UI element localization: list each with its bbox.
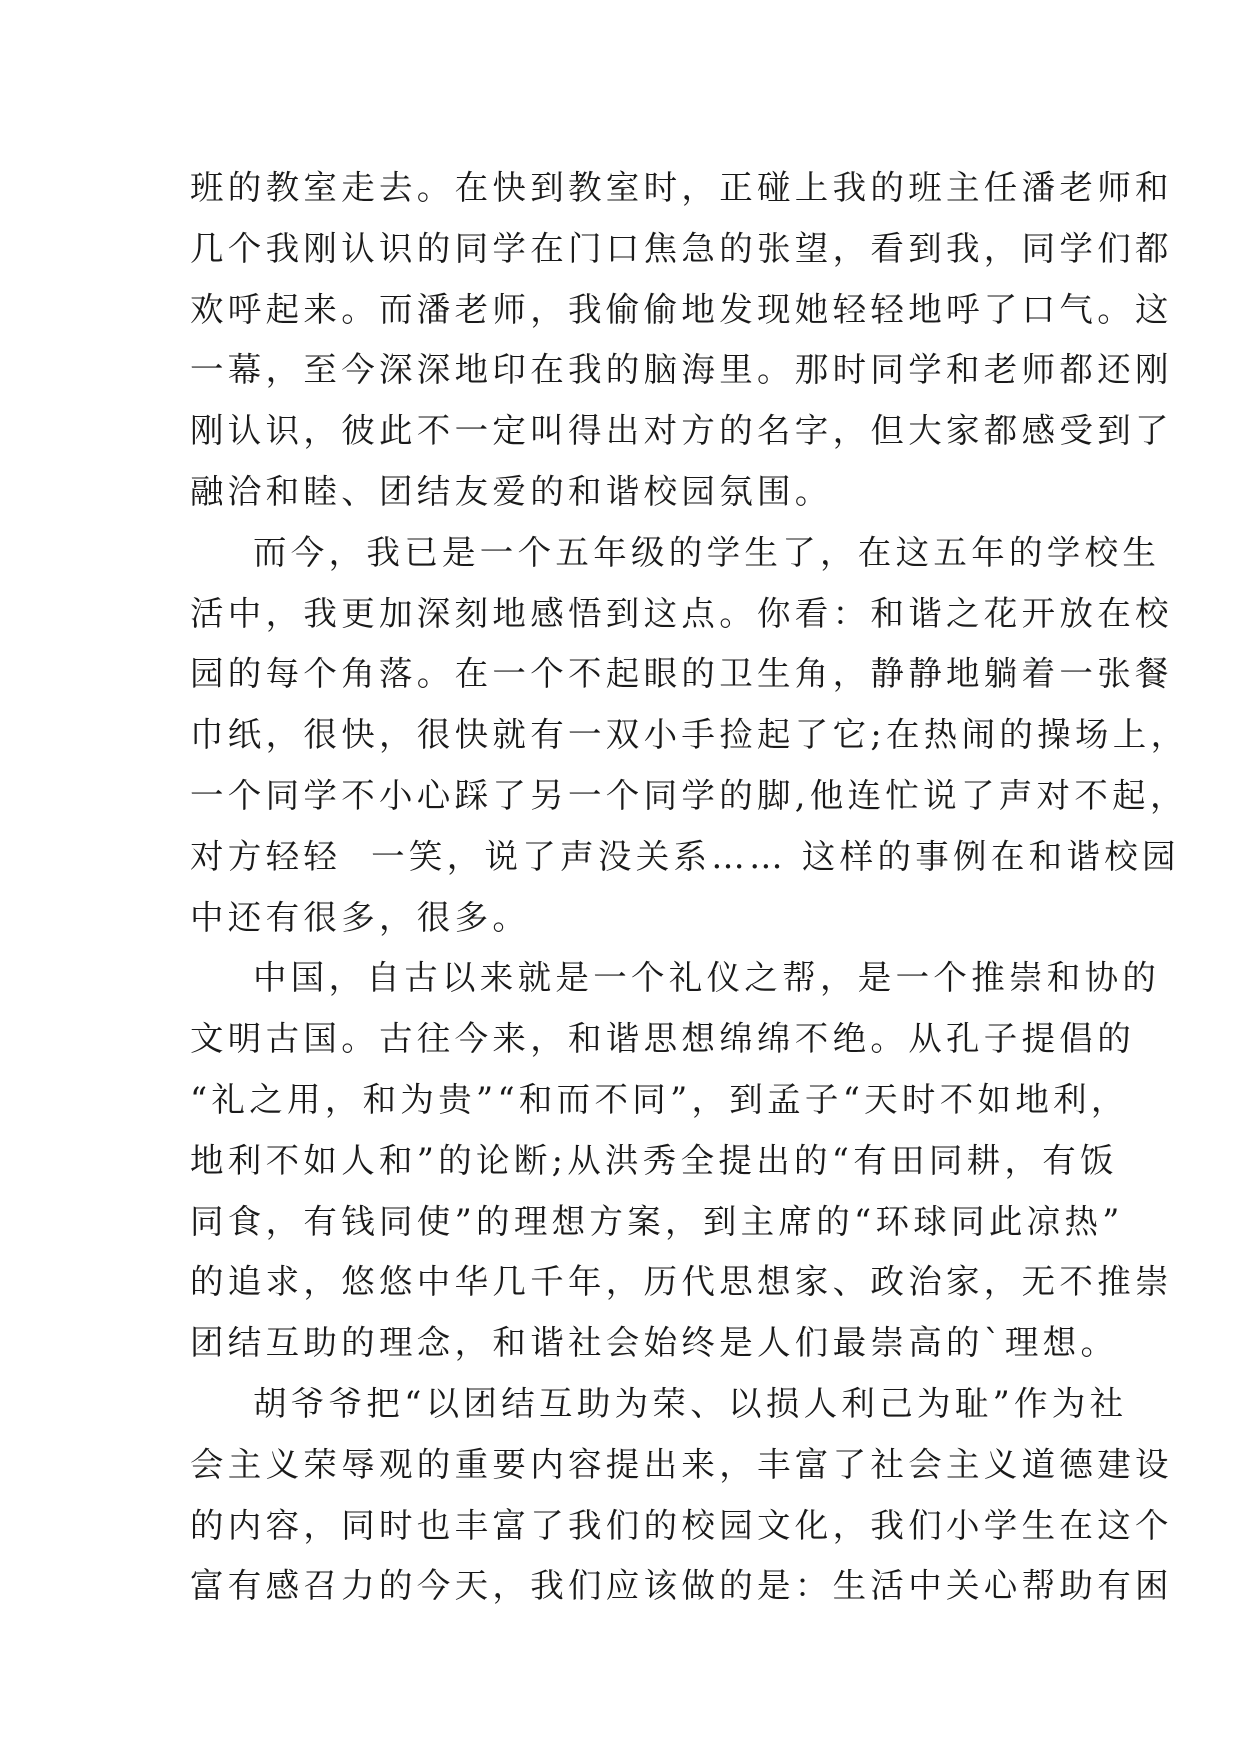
text-line: 欢呼起来。而潘老师，我偷偷地发现她轻轻地呼了口气。这 — [190, 289, 1173, 329]
text-line: 地利不如人和”的论断;从洪秀全提出的“有田同耕，有饭 — [190, 1140, 1118, 1180]
document-body — [190, 158, 1189, 1617]
text-line: 融洽和睦、团结友爱的和谐校园氛围。 — [190, 471, 833, 511]
paragraph-first-line: 而今，我已是一个五年级的学生了，在这五年的学校生 — [253, 532, 1161, 572]
text-line: 班的教室走去。在快到教室时，正碰上我的班主任潘老师和 — [190, 168, 1173, 207]
paragraph-first-line: 中国，自古以来就是一个礼仪之帮，是一个推崇和协的 — [253, 958, 1161, 998]
paragraph-first-line: 胡爷爷把“以团结互助为荣、以损人利己为耻”作为社 — [253, 1383, 1128, 1423]
text-line: 对方轻轻 一笑，说了声没关系…… 这样的事例在和谐校园 — [190, 836, 1180, 876]
text-line: “礼之用，和为贵”“和而不同”，到孟子“天时不如地利， — [190, 1079, 1129, 1119]
text-line: 团结互助的理念，和谐社会始终是人们最崇高的`理想。 — [190, 1323, 1119, 1363]
text-line: 同食，有钱同使”的理想方案，到主席的“环球同此凉热” — [190, 1201, 1124, 1241]
text-line: 园的每个角落。在一个不起眼的卫生角，静静地躺着一张餐 — [190, 654, 1173, 694]
text-line: 会主义荣辱观的重要内容提出来，丰富了社会主义道德建设 — [190, 1444, 1173, 1484]
text-line: 几个我刚认识的同学在门口焦急的张望，看到我，同学们都 — [190, 228, 1173, 268]
text-line: 富有感召力的今天，我们应该做的是：生活中关心帮助有困 — [190, 1566, 1173, 1606]
text-line: 巾纸，很快，很快就有一双小手捡起了它;在热闹的操场上， — [190, 715, 1189, 755]
text-line: 活中，我更加深刻地感悟到这点。你看：和谐之花开放在校 — [190, 593, 1173, 633]
text-line: 的追求，悠悠中华几千年，历代思想家、政治家，无不推崇 — [190, 1262, 1173, 1302]
text-line: 文明古国。古往今来，和谐思想绵绵不绝。从孔子提倡的 — [190, 1019, 1135, 1059]
text-line: 一幕，至今深深地印在我的脑海里。那时同学和老师都还刚 — [190, 350, 1173, 390]
text-line: 刚认识，彼此不一定叫得出对方的名字，但大家都感受到了 — [190, 411, 1173, 451]
text-line: 一个同学不小心踩了另一个同学的脚,他连忙说了声对不起， — [190, 775, 1188, 815]
text-line: 的内容，同时也丰富了我们的校园文化，我们小学生在这个 — [190, 1505, 1173, 1545]
text-line: 中还有很多，很多。 — [190, 897, 531, 937]
